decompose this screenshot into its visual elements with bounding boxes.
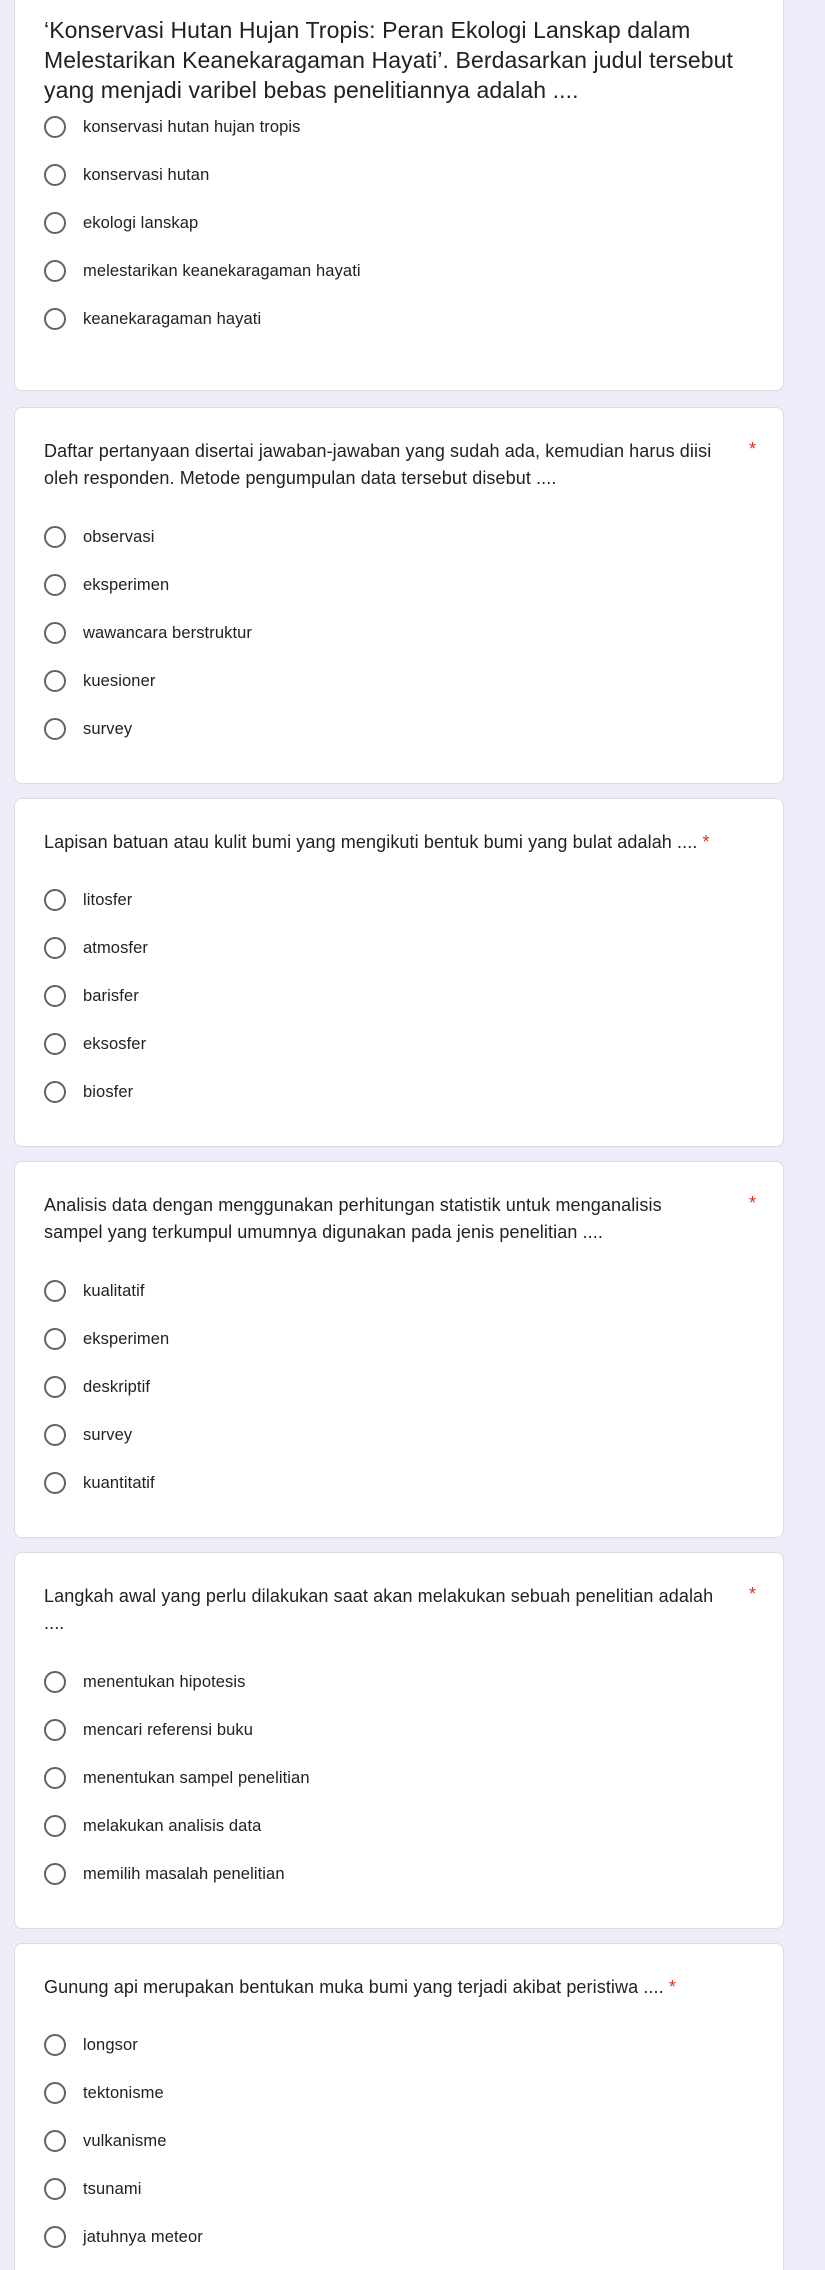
radio-circle-icon[interactable] [44,1719,66,1741]
option-label: melestarikan keanekaragaman hayati [83,261,361,280]
question-6-text [44,1974,753,2001]
radio-circle-icon[interactable] [44,1280,66,1302]
option-1-4[interactable] [44,256,361,286]
question-card-6 [14,1943,784,2270]
option-label: survey [83,719,133,738]
radio-circle-icon[interactable] [44,116,66,138]
option-4-1[interactable] [44,1276,145,1306]
option-6-5[interactable] [44,2222,203,2252]
option-4-4[interactable] [44,1420,132,1450]
required-asterisk: * [748,1584,756,1604]
option-3-2[interactable] [44,933,148,963]
radio-circle-icon[interactable] [44,574,66,596]
radio-circle-icon[interactable] [44,670,66,692]
option-label: survey [83,1425,133,1444]
required-asterisk: * [748,439,756,459]
option-3-3[interactable] [44,981,139,1011]
option-1-1[interactable] [44,112,301,142]
option-label: kuesioner [83,671,156,690]
option-label: vulkanisme [83,2131,167,2150]
option-2-3[interactable] [44,618,252,648]
radio-circle-icon[interactable] [44,1081,66,1103]
radio-circle-icon[interactable] [44,164,66,186]
option-6-1[interactable] [44,2030,138,2060]
option-label: menentukan sampel penelitian [83,1768,310,1787]
question-card-3 [14,798,784,1147]
question-2-text: Daftar pertanyaan disertai jawaban-jawaban yang sudah ada, kemudian harus diisi oleh responden. Metode pengumpulan data tersebut disebut .... [44,441,712,488]
option-label: kualitatif [83,1281,145,1300]
option-5-3[interactable] [44,1763,310,1793]
option-label: deskriptif [83,1377,151,1396]
radio-circle-icon[interactable] [44,1472,66,1494]
option-label: atmosfer [83,938,148,957]
option-5-1[interactable] [44,1667,246,1697]
option-label: eksperimen [83,1329,170,1348]
question-1-text: ‘Konservasi Hutan Hujan Tropis: Peran Ekologi Lanskap dalam Melestarikan Keanekaragaman Hayati’. Berdasarkan judul tersebut yang menjadi varibel bebas penelitiannya adalah .... [44,17,734,103]
required-asterisk: * [668,1977,676,1997]
radio-circle-icon[interactable] [44,889,66,911]
option-label: barisfer [83,986,139,1005]
question-6-label: Gunung api merupakan bentukan muka bumi yang terjadi akibat peristiwa .... [44,1977,664,1997]
option-2-1[interactable] [44,522,155,552]
option-1-3[interactable] [44,208,198,238]
option-5-5[interactable] [44,1859,285,1889]
radio-circle-icon[interactable] [44,2226,66,2248]
option-6-2[interactable] [44,2078,164,2108]
option-label: ekologi lanskap [83,213,199,232]
option-label: tektonisme [83,2083,164,2102]
option-label: eksosfer [83,1034,147,1053]
question-card-5 [14,1552,784,1929]
option-2-5[interactable] [44,714,132,744]
option-6-3[interactable] [44,2126,167,2156]
question-card-4 [14,1161,784,1538]
option-label: melakukan analisis data [83,1816,262,1835]
option-label: tsunami [83,2179,142,2198]
radio-circle-icon[interactable] [44,260,66,282]
question-5-text: Langkah awal yang perlu dilakukan saat akan melakukan sebuah penelitian adalah .... [44,1586,714,1633]
radio-circle-icon[interactable] [44,526,66,548]
radio-circle-icon[interactable] [44,1671,66,1693]
option-label: mencari referensi buku [83,1720,254,1739]
option-6-4[interactable] [44,2174,141,2204]
radio-circle-icon[interactable] [44,308,66,330]
radio-circle-icon[interactable] [44,718,66,740]
option-label: menentukan hipotesis [83,1672,246,1691]
radio-circle-icon[interactable] [44,1033,66,1055]
option-label: litosfer [83,890,133,909]
option-3-4[interactable] [44,1029,146,1059]
radio-circle-icon[interactable] [44,1328,66,1350]
option-label: memilih masalah penelitian [83,1864,285,1883]
required-asterisk: * [702,832,710,852]
option-2-4[interactable] [44,666,155,696]
option-label: kuantitatif [83,1473,155,1492]
option-3-5[interactable] [44,1077,133,1107]
option-1-5[interactable] [44,304,261,334]
radio-circle-icon[interactable] [44,2178,66,2200]
option-label: konservasi hutan [83,165,210,184]
option-label: konservasi hutan hujan tropis [83,117,301,136]
radio-circle-icon[interactable] [44,622,66,644]
radio-circle-icon[interactable] [44,1815,66,1837]
radio-circle-icon[interactable] [44,212,66,234]
option-label: keanekaragaman hayati [83,309,262,328]
question-3-text [44,829,753,856]
option-4-5[interactable] [44,1468,155,1498]
radio-circle-icon[interactable] [44,1767,66,1789]
radio-circle-icon[interactable] [44,1424,66,1446]
option-label: jatuhnya meteor [83,2227,203,2246]
radio-circle-icon[interactable] [44,1376,66,1398]
radio-circle-icon[interactable] [44,985,66,1007]
required-asterisk: * [748,1193,756,1213]
option-label: longsor [83,2035,138,2054]
question-3-label: Lapisan batuan atau kulit bumi yang mengikuti bentuk bumi yang bulat adalah .... [44,832,698,852]
question-card-1 [14,0,784,391]
radio-circle-icon[interactable] [44,937,66,959]
option-4-2[interactable] [44,1324,169,1354]
option-3-1[interactable] [44,885,132,915]
radio-circle-icon[interactable] [44,1863,66,1885]
option-label: observasi [83,527,155,546]
option-1-2[interactable] [44,160,209,190]
radio-circle-icon[interactable] [44,2034,66,2056]
radio-circle-icon[interactable] [44,2082,66,2104]
option-label: eksperimen [83,575,170,594]
question-card-2 [14,407,784,784]
option-5-4[interactable] [44,1811,261,1841]
option-label: biosfer [83,1082,134,1101]
question-4-text: Analisis data dengan menggunakan perhitungan statistik untuk menganalisis sampel yang terkumpul umumnya digunakan pada jenis penelitian .... [44,1195,662,1242]
option-4-3[interactable] [44,1372,150,1402]
radio-circle-icon[interactable] [44,2130,66,2152]
option-5-2[interactable] [44,1715,253,1745]
option-label: wawancara berstruktur [83,623,253,642]
option-2-2[interactable] [44,570,169,600]
